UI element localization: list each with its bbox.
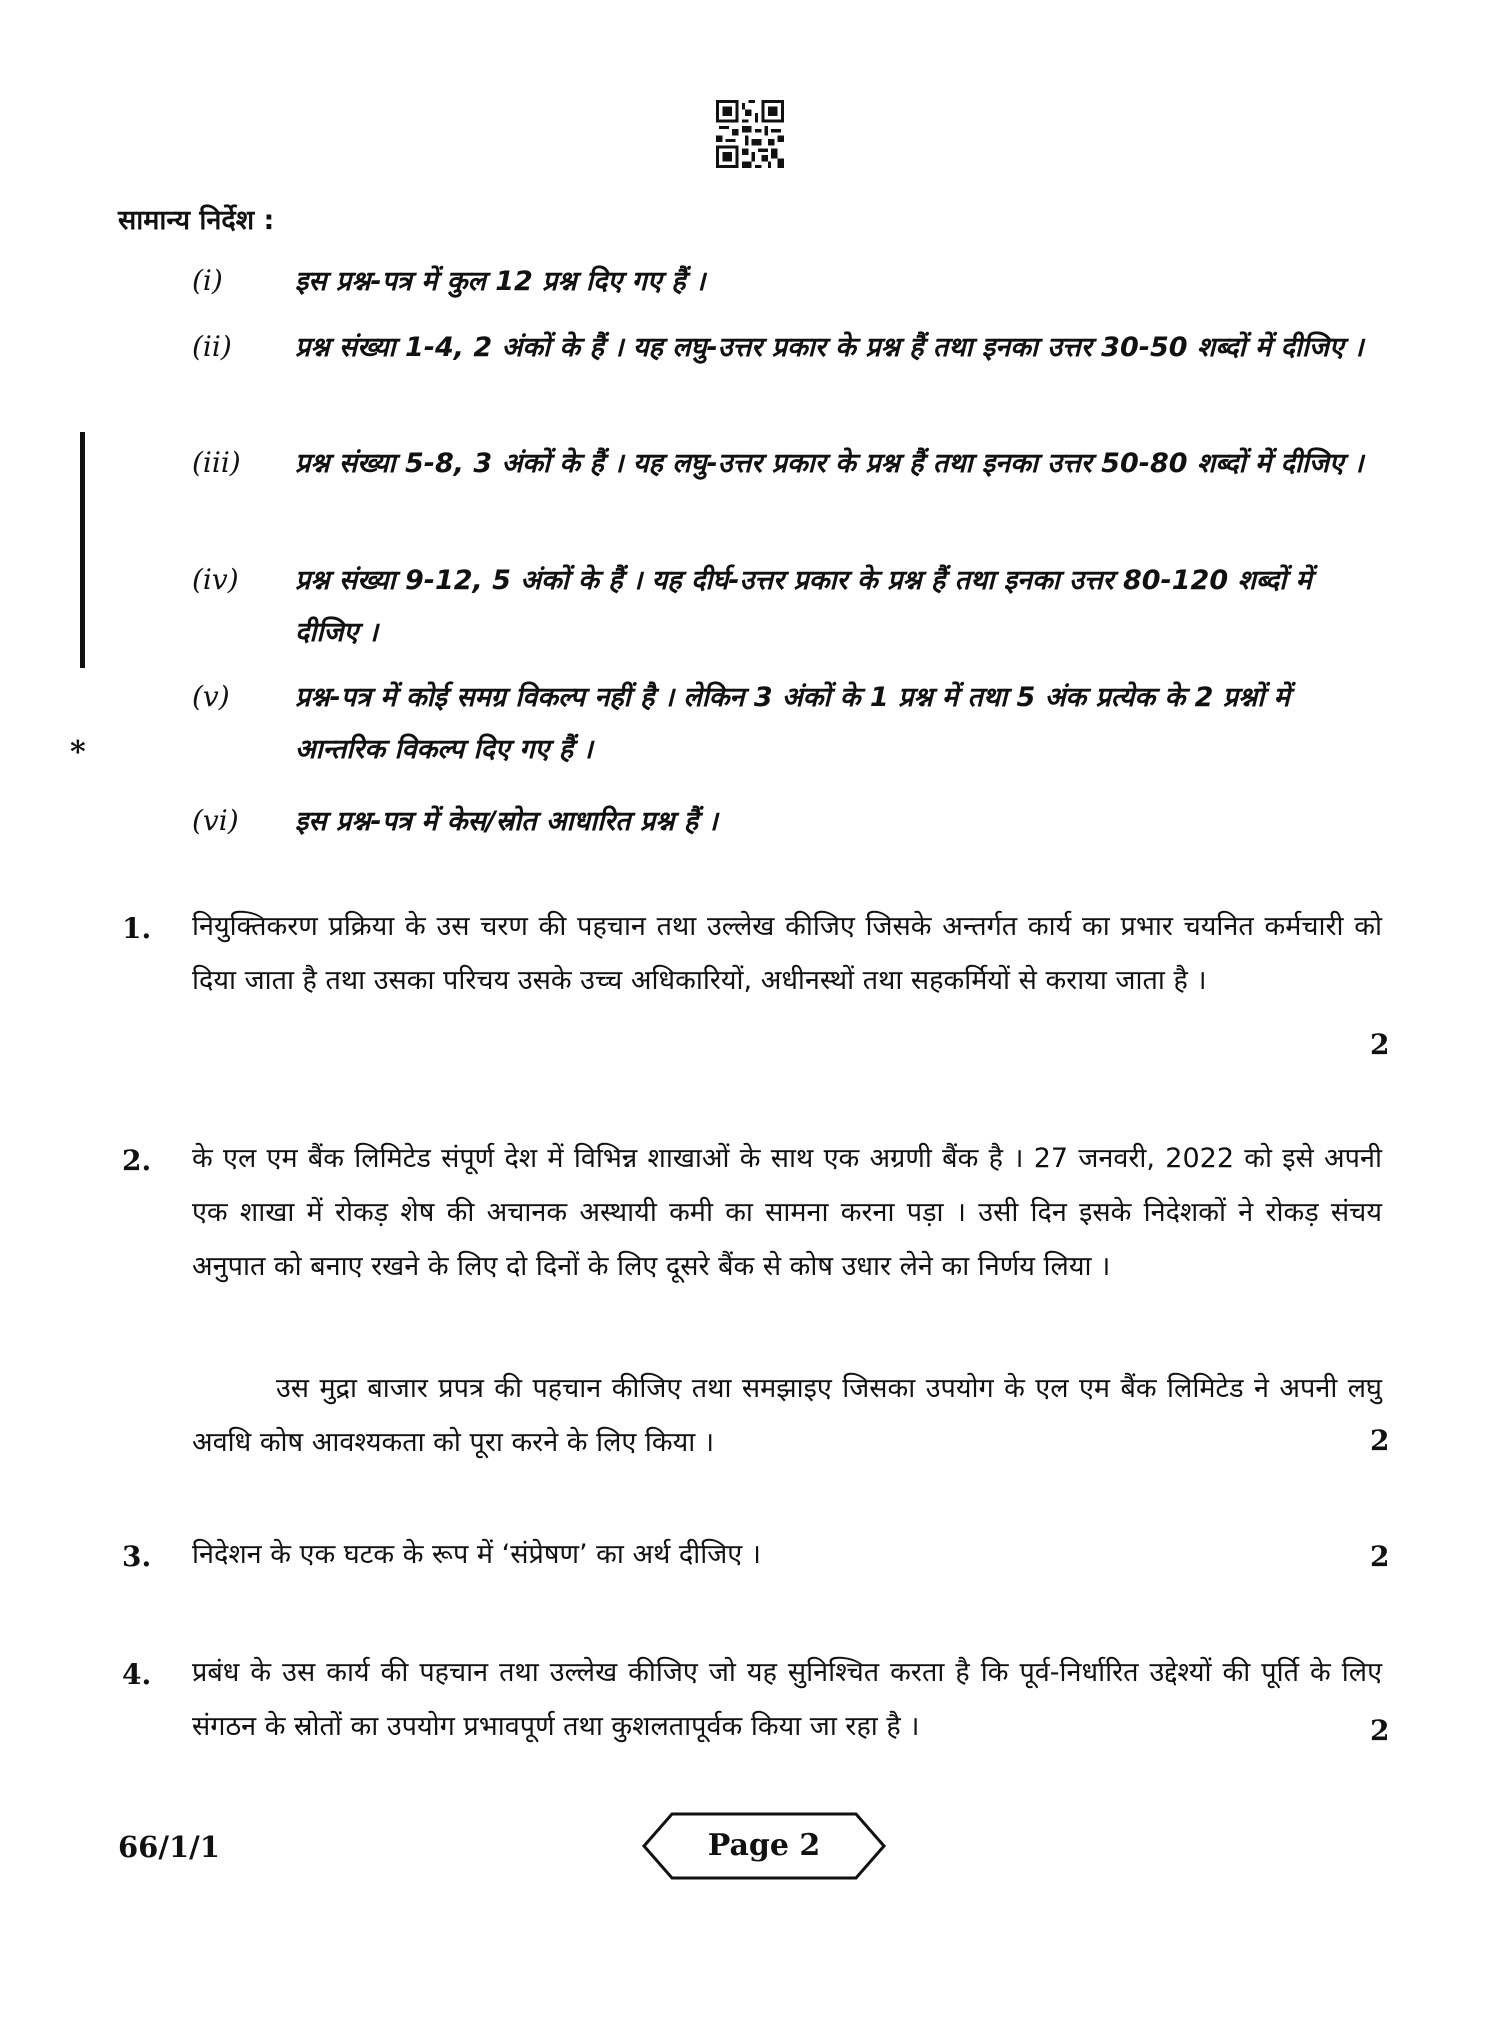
page-label: Page 2 <box>707 1828 821 1863</box>
question-text: नियुक्तिकरण प्रक्रिया के उस चरण की पहचान तथा उल्लेख कीजिए जिसके अन्तर्गत कार्य का प्रभार चयनित कर्मचारी को दिया जाता है तथा उसका परिचय उसके उच्च अधिकारियों, अधीनस्थों तथा सहकर्मियों से कराया जाता है । <box>192 911 1382 996</box>
instruction-text: प्रश्न संख्या 1-4, 2 अंकों के हैं । यह लघु-उत्तर प्रकार के प्रश्न हैं तथा इनका उत्तर 30-50 शब्दों में दीजिए । <box>295 332 1364 363</box>
instruction-number: (i) <box>192 264 223 297</box>
instruction-text: इस प्रश्न-पत्र में कुल 12 प्रश्न दिए गए हैं । <box>295 266 706 297</box>
question-marks: 2 <box>1370 1028 1390 1061</box>
instruction-text: प्रश्न संख्या 5-8, 3 अंकों के हैं । यह लघु-उत्तर प्रकार के प्रश्न हैं तथा इनका उत्तर 50-80 शब्दों में दीजिए । <box>295 448 1364 479</box>
instruction-number: (ii) <box>192 330 232 363</box>
general-instructions-heading: सामान्य निर्देश : <box>118 205 275 236</box>
question-marks: 2 <box>1370 1714 1390 1747</box>
question-marks: 2 <box>1370 1424 1390 1457</box>
instruction-text: प्रश्न-पत्र में कोई समग्र विकल्प नहीं है । लेकिन 3 अंकों के 1 प्रश्न में तथा 5 अंक प्रत्येक के 2 प्रश्नों में आन्तरिक विकल्प दिए गए हैं । <box>295 682 1290 765</box>
instruction-text: प्रश्न संख्या 9-12, 5 अंकों के हैं । यह दीर्घ-उत्तर प्रकार के प्रश्न हैं तथा इनका उत्तर 80-120 शब्दों में दीजिए । <box>295 565 1312 648</box>
instruction-number: (iv) <box>192 563 239 596</box>
question-number: 4. <box>122 1658 152 1691</box>
qr-code <box>716 100 784 168</box>
paper-code: 66/1/1 <box>118 1830 220 1864</box>
question-subtext-line: उस मुद्रा बाजार प्रपत्र की पहचान कीजिए तथा समझाइए जिसका उपयोग के एल एम बैंक लिमिटेड ने अपनी लघु अवधि कोष आवश्यकता को पूरा करने के लिए किया । <box>192 1373 1382 1458</box>
instruction-number: (v) <box>192 680 230 713</box>
instruction-number: (iii) <box>192 446 241 479</box>
question-number: 3. <box>122 1540 152 1573</box>
instruction-number: (vi) <box>192 804 239 837</box>
question-marks: 2 <box>1370 1540 1390 1573</box>
margin-asterisk: * <box>70 735 86 770</box>
question-text: निदेशन के एक घटक के रूप में ‘संप्रेषण’ का अर्थ दीजिए । <box>192 1539 762 1570</box>
margin-bar <box>80 432 85 668</box>
question-number: 1. <box>122 912 152 945</box>
question-text: प्रबंध के उस कार्य की पहचान तथा उल्लेख कीजिए जो यह सुनिश्चित करता है कि पूर्व-निर्धारित उद्देश्यों की पूर्ति के लिए संगठन के स्रोतों का उपयोग प्रभावपूर्ण तथा कुशलतापूर्वक किया जा रहा है । <box>192 1657 1382 1742</box>
question-subtext <box>192 1362 1382 1470</box>
question-text: के एल एम बैंक लिमिटेड संपूर्ण देश में विभिन्न शाखाओं के साथ एक अग्रणी बैंक है । 27 जनवरी, 2022 को इसे अपनी एक शाखा में रोकड़ शेष की अचानक अस्थायी कमी का सामना करना पड़ा । उसी दिन इसके निदेशकों ने रोकड़ संचय अनुपात को बनाए रखने के लिए दो दिनों के लिए दूसरे बैंक से कोष उधार लेने का निर्णय लिया । <box>192 1143 1382 1282</box>
page-number-badge <box>642 1812 886 1880</box>
instruction-text: इस प्रश्न-पत्र में केस/स्रोत आधारित प्रश्न हैं । <box>295 806 718 837</box>
question-number: 2. <box>122 1144 152 1177</box>
